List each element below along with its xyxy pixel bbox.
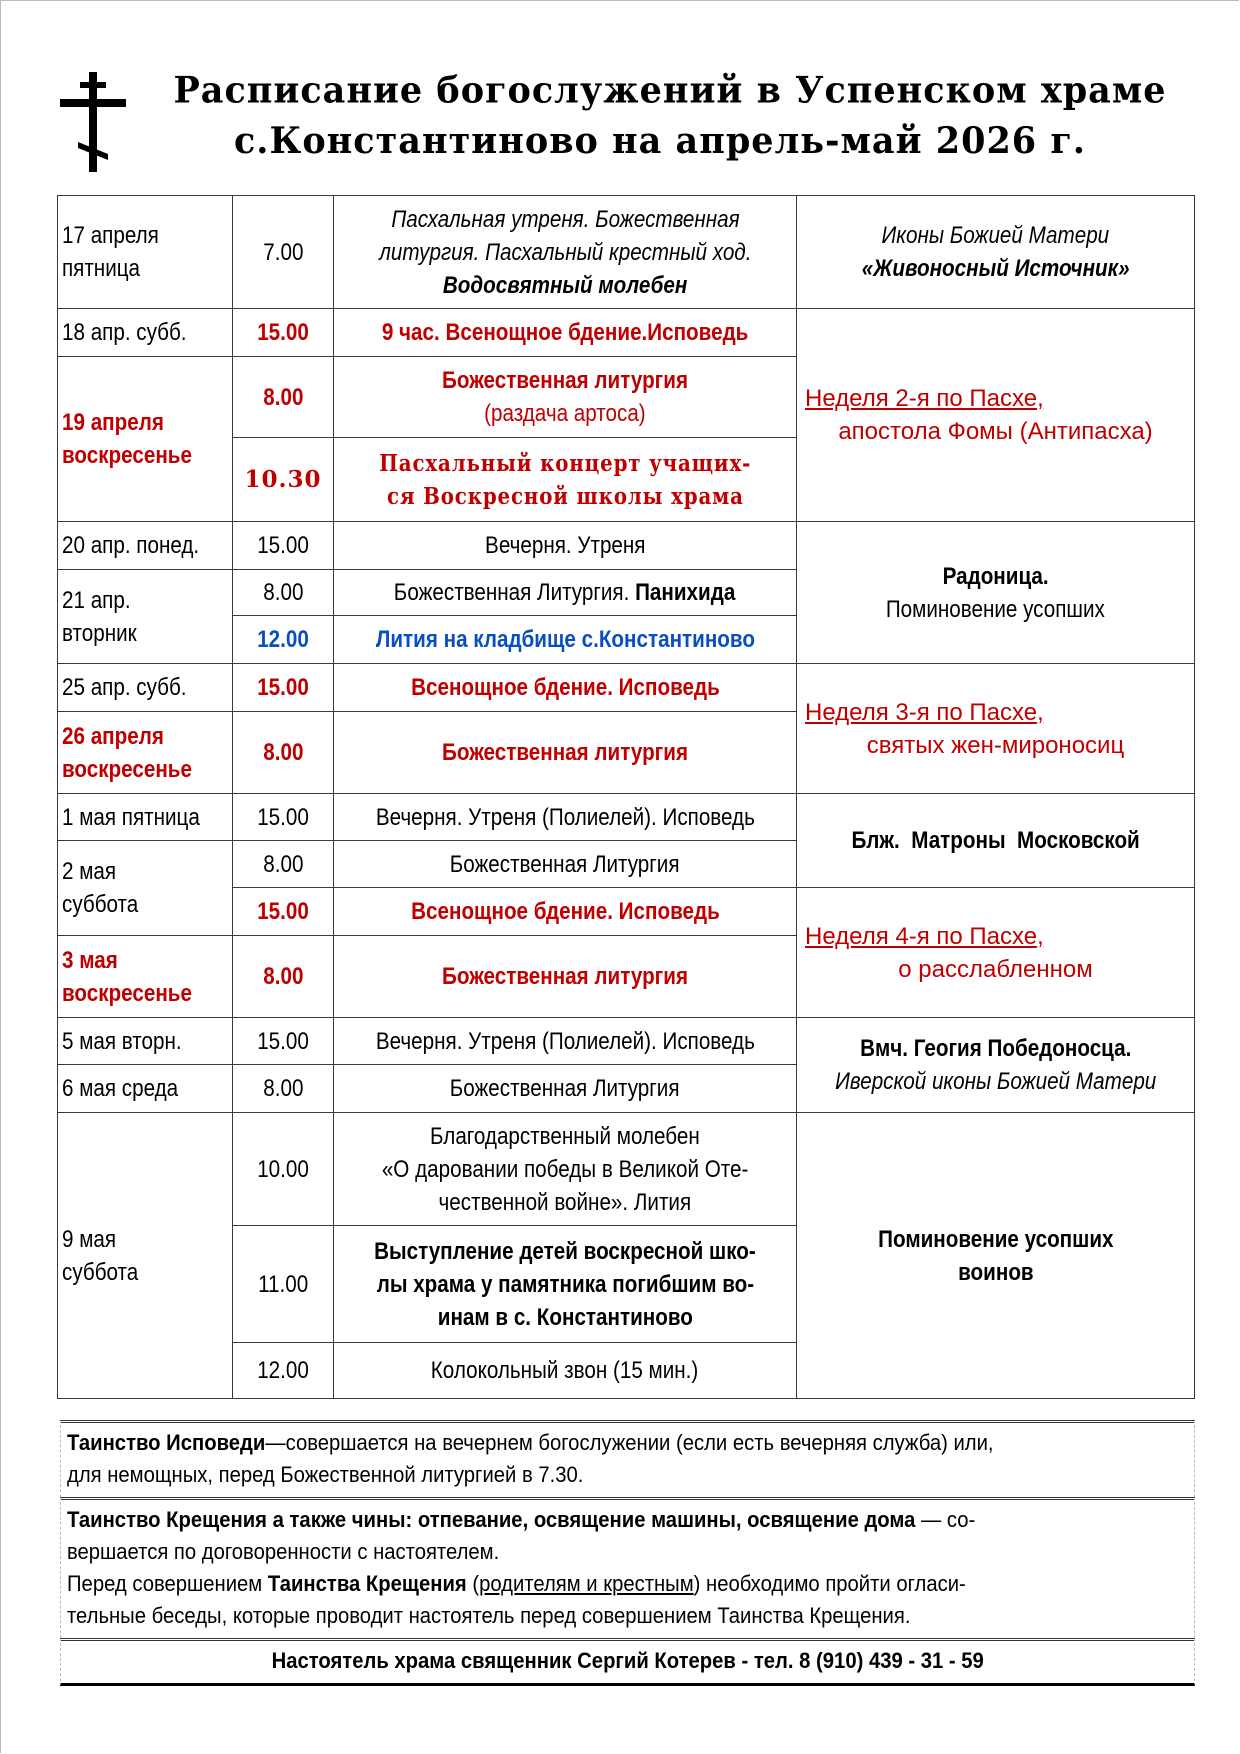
service-cell: 9 час. Всенощное бдение.Исповедь: [334, 309, 797, 357]
time-cell: 8.00: [233, 357, 334, 438]
notes-section: [60, 1420, 1195, 1686]
date-cell: 25 апр. субб.: [58, 664, 233, 712]
time-cell: 15.00: [233, 1018, 334, 1065]
title-line-2: с.Константиново на апрель-май 2026 г.: [234, 119, 1086, 163]
feast-cell: Неделя 2-я по Пасхе, апостола Фомы (Антипасха): [797, 309, 1195, 522]
page-title: [140, 66, 1180, 167]
service-cell: Всенощное бдение. Исповедь: [334, 888, 797, 936]
time-cell: 15.00: [233, 522, 334, 570]
time-cell: 15.00: [233, 664, 334, 712]
date-cell: 2 мая суббота: [58, 841, 233, 936]
service-cell: Пасхальный концерт учащих- ся Воскресной школы храма: [334, 438, 797, 522]
feast-cell: Неделя 3-я по Пасхе, святых жен-мироносиц: [797, 664, 1195, 794]
feast-cell: Иконы Божией Матери «Живоносный Источник»: [797, 196, 1195, 309]
service-cell: Пасхальная утреня. Божественная литургия. Пасхальный крестный ход. Водосвятный молебен: [334, 196, 797, 309]
service-cell: Божественная литургия: [334, 712, 797, 794]
service-cell: Божественная Литургия. Панихида: [334, 570, 797, 616]
date-cell: 1 мая пятница: [58, 794, 233, 841]
service-cell: Всенощное бдение. Исповедь: [334, 664, 797, 712]
date-cell: 18 апр. субб.: [58, 309, 233, 357]
date-cell: 20 апр. понед.: [58, 522, 233, 570]
service-cell: Благодарственный молебен «О даровании победы в Великой Оте- чественной войне». Лития: [334, 1113, 797, 1226]
time-cell: 15.00: [233, 309, 334, 357]
table-row: [58, 309, 1195, 357]
orthodox-cross-icon: [60, 72, 126, 172]
service-cell: Лития на кладбище с.Константиново: [334, 616, 797, 664]
time-cell: 15.00: [233, 794, 334, 841]
contact-note: [60, 1638, 1195, 1686]
service-cell: Вечерня. Утреня (Полиелей). Исповедь: [334, 1018, 797, 1065]
feast-cell: Неделя 4-я по Пасхе, о расслабленном: [797, 888, 1195, 1018]
time-cell: 8.00: [233, 1065, 334, 1113]
title-line-1: Расписание богослужений в Успенском храме: [173, 68, 1167, 112]
table-row: [58, 794, 1195, 841]
time-cell: 7.00: [233, 196, 334, 309]
date-cell: 21 апр. вторник: [58, 570, 233, 664]
date-cell: 5 мая вторн.: [58, 1018, 233, 1065]
time-cell: 11.00: [233, 1226, 334, 1343]
service-cell: Божественная Литургия: [334, 841, 797, 888]
service-cell: Божественная литургия: [334, 936, 797, 1018]
baptism-note: Таинство Крещения а также чины: отпевание, освящение машины, освящение дома — со- вершается по договоренности с настоятелем. Перед совершением Таинства Крещения (родителям и крестным) необходимо пройти огласи- тельные беседы, которые проводит настоятель перед совершением Таинства Крещения.: [60, 1497, 1195, 1638]
time-cell: 10.00: [233, 1113, 334, 1226]
table-row: [58, 1113, 1195, 1226]
table-row: [58, 196, 1195, 309]
date-cell: 17 апреля пятница: [58, 196, 233, 309]
confession-note: Таинство Исповеди—совершается на вечернем богослужении (если есть вечерняя служба) или, для немощных, перед Божественной литургией в 7.30.: [60, 1420, 1195, 1497]
schedule-table: [57, 195, 1195, 1399]
time-cell: 8.00: [233, 570, 334, 616]
rector-contact: Настоятель храма священник Сергий Котерев - тел. 8 (910) 439 - 31 - 59: [271, 1648, 984, 1673]
service-cell: Вечерня. Утреня: [334, 522, 797, 570]
table-row: [58, 522, 1195, 570]
date-cell: 9 мая суббота: [58, 1113, 233, 1399]
service-cell: Божественная Литургия: [334, 1065, 797, 1113]
service-cell: Выступление детей воскресной шко- лы храма у памятника погибшим во- инам в с. Константиново: [334, 1226, 797, 1343]
date-cell: 6 мая среда: [58, 1065, 233, 1113]
feast-cell: Вмч. Геогия Победоносца. Иверской иконы Божией Матери: [797, 1018, 1195, 1113]
date-cell: 26 апреля воскресенье: [58, 712, 233, 794]
feast-cell: Радоница. Поминовение усопших: [797, 522, 1195, 664]
date-cell: 19 апреля воскресенье: [58, 357, 233, 522]
time-cell: 8.00: [233, 841, 334, 888]
service-cell: Божественная литургия (раздача артоса): [334, 357, 797, 438]
feast-cell: Поминовение усопших воинов: [797, 1113, 1195, 1399]
service-cell: Вечерня. Утреня (Полиелей). Исповедь: [334, 794, 797, 841]
time-cell: 15.00: [233, 888, 334, 936]
time-cell: 12.00: [233, 616, 334, 664]
time-cell: 10.30: [233, 438, 334, 522]
time-cell: 8.00: [233, 936, 334, 1018]
service-cell: Колокольный звон (15 мин.): [334, 1343, 797, 1399]
time-cell: 12.00: [233, 1343, 334, 1399]
date-cell: 3 мая воскресенье: [58, 936, 233, 1018]
table-row: [58, 664, 1195, 712]
feast-cell: Блж. Матроны Московской: [797, 794, 1195, 888]
table-row: [58, 1018, 1195, 1065]
time-cell: 8.00: [233, 712, 334, 794]
